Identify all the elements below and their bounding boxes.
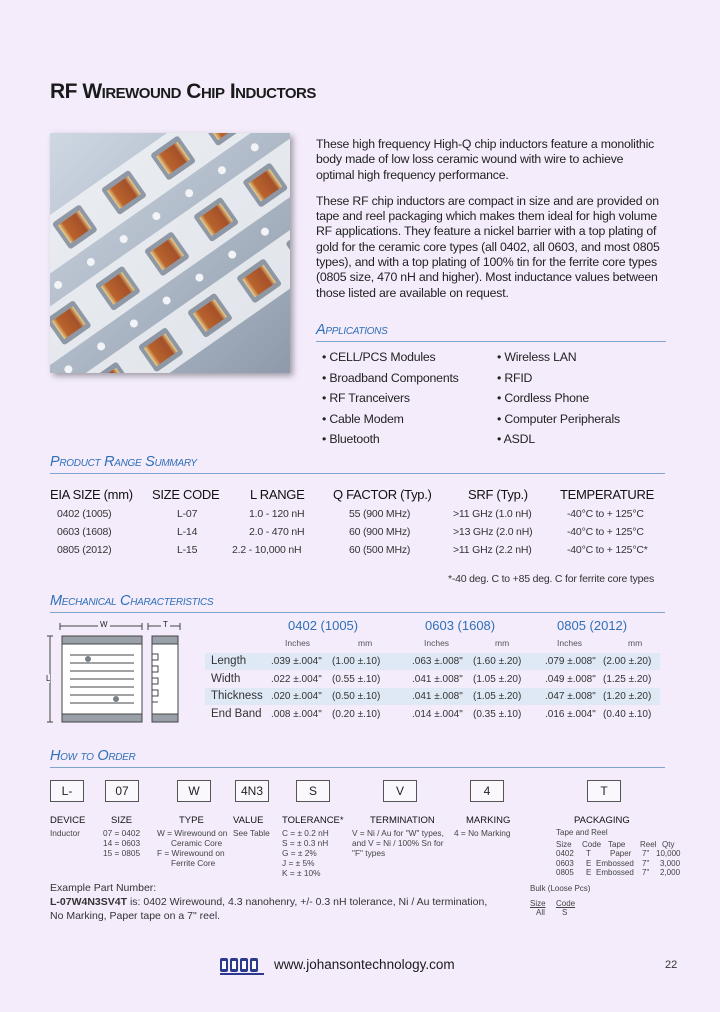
table-cell: (1.05 ±.20) [473, 674, 522, 685]
order-field-line: K = ± 10% [282, 868, 321, 878]
packaging-col-head: Qty [662, 839, 675, 849]
table-cell: (1.00 ±.10) [332, 656, 381, 667]
order-code-value: 4N3 [235, 780, 269, 802]
packaging-col-head: Code [582, 839, 602, 849]
list-item: • Computer Peripherals [497, 411, 620, 426]
order-field-line: C = ± 0.2 nH [282, 828, 329, 838]
table-cell: .041 ±.008" [412, 691, 463, 702]
mechanical-heading: Mechanical Characteristics [50, 593, 214, 609]
mech-row-label: Length [211, 655, 247, 667]
order-field-type [157, 815, 227, 868]
order-field-line: W = Wirewound on [157, 828, 228, 838]
example-text-2: No Marking, Paper tape on a 7" reel. [50, 910, 221, 922]
applications-list-left [322, 350, 492, 453]
order-field-line: and V = Ni / 100% Sn for [352, 838, 444, 848]
order-field-termination [352, 815, 444, 858]
table-cell: .079 ±.008" [545, 656, 596, 667]
packaging-bulk-header [530, 899, 650, 909]
order-field-marking [454, 815, 511, 838]
example-part-number: L-07W4N3SV4T [50, 896, 128, 908]
table-cell: .063 ±.008" [412, 656, 463, 667]
list-item: • Cordless Phone [497, 391, 590, 405]
table-cell: -40°C to + 125°C [567, 526, 644, 538]
order-field-line: 15 = 0805 [103, 848, 141, 858]
summary-header-srf: SRF (Typ.) [468, 487, 528, 502]
table-cell: (1.60 ±.20) [473, 656, 522, 667]
order-field-line: J = ± 5% [282, 858, 315, 868]
order-field-device [50, 815, 85, 838]
chip-tape-image [50, 133, 290, 373]
summary-header-temperature: TEMPERATURE [560, 487, 654, 502]
diagram-w-label: W [100, 620, 108, 629]
order-field-line: S = ± 0.3 nH [282, 838, 329, 848]
list-item: • Broadband Components [322, 370, 459, 385]
mech-group-0603: 0603 (1608) [425, 618, 496, 633]
table-row [205, 671, 660, 688]
table-cell: T [586, 849, 591, 858]
table-cell: 0805 (2012) [57, 544, 112, 556]
order-field-line: "F" types [352, 848, 386, 858]
packaging-tape-header [556, 840, 676, 850]
table-row [205, 706, 660, 723]
table-cell: -40°C to + 125°C* [567, 544, 648, 556]
order-rule [50, 767, 665, 768]
table-cell: 2.0 - 470 nH [249, 526, 305, 538]
packaging-bulk-title: Bulk (Loose Pcs) [530, 884, 591, 893]
order-field-head: TERMINATION [370, 815, 435, 826]
packaging-bulk [530, 884, 650, 918]
order-field-line: Ferrite Core [171, 858, 216, 868]
intro-paragraph-1: These high frequency High-Q chip inductors feature a monolithic body made of low loss ceramic wound with wire to achieve optimal high frequency performance. [316, 137, 655, 182]
table-cell: (1.25 ±.20) [603, 674, 652, 685]
table-cell: .008 ±.004" [271, 709, 322, 720]
table-cell: 60 (500 MHz) [349, 544, 411, 556]
table-cell: 2,000 [660, 868, 681, 877]
table-cell: 0603 [556, 858, 574, 868]
order-code-tolerance: S [296, 780, 330, 802]
footer-url[interactable]: www.johansontechnology.com [274, 957, 455, 972]
order-field-line: G = ± 2% [282, 848, 317, 858]
table-cell: (0.55 ±.10) [332, 674, 381, 685]
intro-text [316, 137, 661, 312]
table-cell: >11 GHz (1.0 nH) [453, 508, 532, 520]
table-cell: (2.00 ±.20) [603, 656, 652, 667]
johanson-logo [220, 954, 270, 976]
table-cell: 7" [642, 868, 650, 877]
order-field-line: 14 = 0603 [103, 838, 141, 848]
table-cell: 0603 (1608) [57, 526, 112, 538]
packaging-col-head: Size [530, 898, 546, 908]
order-field-head: VALUE [233, 815, 264, 826]
table-cell: All [536, 908, 545, 917]
table-cell: (0.50 ±.10) [332, 691, 381, 702]
table-cell: L-14 [177, 526, 198, 538]
table-cell: 10,000 [656, 849, 681, 858]
order-field-line: 4 = No Marking [454, 828, 511, 838]
list-item: • ASDL [497, 432, 535, 446]
mech-unit-mm: mm [628, 638, 643, 648]
table-cell: 1.0 - 120 nH [249, 508, 305, 520]
diagram-l-label: L [46, 674, 51, 683]
table-cell: (0.40 ±.10) [603, 709, 652, 720]
order-code-termination: V [383, 780, 417, 802]
table-cell: (0.20 ±.10) [332, 709, 381, 720]
order-field-line: V = Ni / Au for "W" types, [352, 828, 444, 838]
order-field-line: Ceramic Core [171, 838, 223, 848]
table-cell: >13 GHz (2.0 nH) [453, 526, 533, 538]
table-cell: >11 GHz (2.2 nH) [453, 544, 532, 556]
packaging-col-head: Size [556, 839, 572, 849]
table-row [556, 868, 681, 878]
table-cell: .020 ±.004" [271, 691, 322, 702]
table-cell: 55 (900 MHz) [349, 508, 411, 520]
order-field-head: TYPE [179, 815, 204, 826]
mech-unit-inches: Inches [424, 638, 450, 648]
table-cell: .016 ±.004" [545, 709, 596, 720]
mech-unit-inches: Inches [285, 638, 311, 648]
list-item: • RF Tranceivers [322, 391, 410, 405]
mech-row-label: Thickness [211, 690, 263, 702]
table-cell: L-15 [177, 544, 198, 556]
page-number: 22 [665, 959, 678, 971]
table-cell: .047 ±.008" [545, 691, 596, 702]
summary-footnote: *-40 deg. C to +85 deg. C for ferrite core types [447, 573, 654, 585]
list-item: • RFID [497, 370, 533, 385]
example-title: Example Part Number: [50, 882, 157, 894]
table-cell: (1.20 ±.20) [603, 691, 652, 702]
table-cell: Paper [610, 849, 632, 858]
diagram-t-label: T [163, 620, 168, 629]
table-cell: -40°C to + 125°C [567, 508, 644, 520]
product-photo [50, 133, 290, 373]
table-cell: Embossed [596, 868, 634, 877]
table-cell: 0402 (1005) [57, 508, 112, 520]
order-code-device: L- [50, 780, 84, 802]
order-field-line: F = Wirewound on [157, 848, 225, 858]
intro-paragraph-2: These RF chip inductors are compact in size and are provided on tape and reel packaging which makes them ideal for high volume RF applications. They feature a nickel barrier with a top plating of gold for the ceramic core types (all 0402, all 0603, and most 0805 types), and with a top plating of 100% tin for the ferrite core types (0805 size, 470 nH and higher). Most inductance values between those listed are available on request. [316, 193, 660, 300]
order-field-head: SIZE [111, 815, 133, 826]
mech-unit-inches: Inches [557, 638, 583, 648]
order-field-line: Inductor [50, 828, 80, 838]
table-cell: .039 ±.004" [271, 656, 322, 667]
table-cell: 60 (900 MHz) [349, 526, 411, 538]
table-cell: S [562, 908, 568, 917]
order-field-head: MARKING [466, 815, 511, 826]
table-cell: E [586, 858, 592, 868]
order-field-line: See Table [233, 828, 270, 838]
mech-row-label: Width [211, 673, 241, 685]
packaging-tape-title: Tape and Reel [556, 828, 608, 837]
summary-header-size: EIA SIZE (mm) [50, 487, 133, 502]
mech-unit-mm: mm [495, 638, 510, 648]
table-cell: .022 ±.004" [271, 674, 322, 685]
table-cell: 0805 [556, 868, 574, 877]
table-cell: .049 ±.008" [545, 674, 596, 685]
table-row [205, 653, 660, 670]
order-field-tolerance [282, 815, 344, 878]
mech-unit-mm: mm [358, 638, 373, 648]
table-cell: .041 ±.008" [412, 674, 463, 685]
mechanical-rule [50, 612, 665, 613]
table-cell: Embossed [596, 858, 634, 868]
order-example [50, 881, 520, 923]
table-row [556, 849, 681, 859]
table-cell: L-07 [177, 508, 198, 520]
order-heading: How to Order [50, 748, 136, 764]
order-field-head: DEVICE [50, 815, 86, 826]
applications-list-right [497, 350, 667, 453]
order-code-packaging: T [587, 780, 621, 802]
packaging-col-head: Tape [608, 839, 626, 849]
table-cell: 0402 [556, 849, 574, 858]
page-title: RF Wirewound Chip Inductors [50, 80, 316, 103]
mech-group-0805: 0805 (2012) [557, 618, 628, 633]
table-row [530, 908, 650, 918]
order-code-type: W [177, 780, 211, 802]
table-row [556, 858, 681, 869]
example-text: is: 0402 Wirewound, 4.3 nanohenry, +/- 0.3 nH tolerance, Ni / Au termination, [127, 896, 488, 908]
table-cell: (1.05 ±.20) [473, 691, 522, 702]
applications-rule [316, 341, 666, 342]
order-field-head: PACKAGING [574, 815, 630, 826]
list-item: • Cable Modem [322, 411, 404, 426]
list-item: • Wireless LAN [497, 350, 577, 364]
mech-row-label: End Band [211, 708, 262, 720]
summary-header-code: SIZE CODE [152, 487, 220, 502]
order-field-head: TOLERANCE* [282, 815, 344, 826]
table-cell: 2.2 - 10,000 nH [232, 544, 302, 556]
summary-rule [50, 473, 665, 474]
packaging-col-head: Reel [640, 839, 657, 849]
order-field-line: 07 = 0402 [103, 828, 141, 838]
order-field-value [233, 815, 270, 838]
order-code-marking: 4 [470, 780, 504, 802]
order-code-size: 07 [105, 780, 139, 802]
summary-header-lrange: L RANGE [250, 487, 305, 502]
applications-heading: Applications [316, 322, 388, 338]
packaging-col-head: Code [556, 898, 576, 908]
list-item: • CELL/PCS Modules [322, 350, 436, 364]
chip-dimension-diagram [40, 620, 190, 730]
table-cell: 7" [642, 849, 650, 858]
order-field-packaging [556, 828, 681, 878]
summary-heading: Product Range Summary [50, 454, 197, 470]
summary-header-qfactor: Q FACTOR (Typ.) [333, 487, 432, 502]
table-cell: 3,000 [660, 858, 681, 868]
table-cell: 7" [642, 858, 650, 868]
table-cell: .014 ±.004" [412, 709, 463, 720]
order-field-size [103, 815, 140, 858]
table-cell: (0.35 ±.10) [473, 709, 522, 720]
list-item: • Bluetooth [322, 432, 380, 446]
table-row [205, 688, 660, 705]
mech-group-0402: 0402 (1005) [288, 618, 359, 633]
table-cell: E [586, 868, 592, 877]
